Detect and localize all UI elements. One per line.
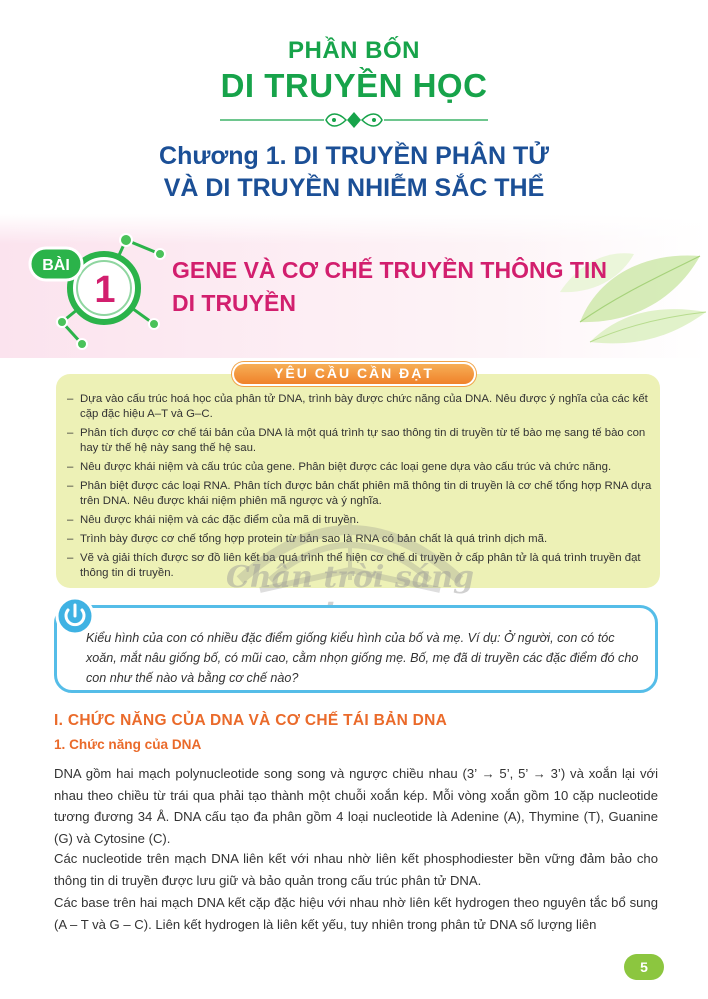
body-paragraph: Các nucleotide trên mạch DNA liên kết với nhau nhờ liên kết phosphodiester bền vững đảm bảo cho thông tin di truyền được lưu giữ và bảo quản trong cấu trúc phân tử DNA.	[54, 851, 658, 888]
requirement-item: – Nêu được khái niệm và cấu trúc của gene. Phân biệt được các loại gene dựa vào cấu trúc và chức năng.	[66, 460, 652, 475]
requirement-item: – Phân biệt được các loại RNA. Phân tích được bản chất phiên mã thông tin di truyền là cơ chế tổng hợp RNA dựa trên DNA. Nêu được khái niệm phiên mã ngược và ý nghĩa.	[66, 479, 652, 509]
lesson-badge-number: 1	[94, 269, 116, 311]
requirement-item: – Trình bày được cơ chế tổng hợp protein từ bản sao là RNA có bản chất là quá trình dịch mã.	[66, 532, 652, 547]
requirements-heading: YÊU CẦU CẦN ĐẠT	[274, 365, 434, 381]
chapter-title-line-1: Chương 1. DI TRUYỀN PHÂN TỬ	[159, 142, 549, 170]
lesson-title-line-1: GENE VÀ CƠ CHẾ TRUYỀN THÔNG TIN	[172, 257, 607, 283]
lesson-badge-label: BÀI	[42, 257, 70, 274]
lesson-title	[172, 254, 607, 320]
section-title: I. CHỨC NĂNG CỦA DNA VÀ CƠ CHẾ TÁI BẢN DNA	[54, 712, 448, 729]
lesson-badge-molecule-icon	[22, 218, 182, 358]
subsection-title: 1. Chức năng của DNA	[54, 737, 202, 752]
body-paragraph: Các base trên hai mạch DNA kết cặp đặc hiệu với nhau nhờ liên kết hydrogen theo nguyên tắc bổ sung (A – T và G – C). Liên kết hydrogen là liên kết yếu, tuy nhiên trong phân tử DNA số lượng liên	[54, 895, 658, 932]
watermark-text: Chân trời sáng	[225, 560, 474, 595]
requirement-item: – Dựa vào cấu trúc hoá học của phân tử DNA, trình bày được chức năng của DNA. Nêu được ý nghĩa của các kết cặp đặc hiệu A–T và G–C.	[66, 392, 652, 422]
requirement-item: – Nêu được khái niệm và các đặc điểm của mã di truyền.	[66, 513, 652, 528]
requirement-item: – Phân tích được cơ chế tái bản của DNA là một quá trình tự sao thông tin di truyền từ tế bào mẹ sang tế bào con hay từ thế hệ này sang thế hệ sau.	[66, 426, 652, 456]
ornament-divider-icon	[220, 108, 488, 132]
lesson-title-line-2: DI TRUYỀN	[172, 290, 296, 316]
requirement-item: – Vẽ và giải thích được sơ đồ liên kết ba quá trình thể hiện cơ chế di truyền ở cấp phân tử là quá trình truyền đạt thông tin di truyền.	[66, 551, 652, 581]
chapter-title-line-2: VÀ DI TRUYỀN NHIỄM SẮC THỂ	[163, 174, 545, 202]
starter-question-text: Kiểu hình của con có nhiều đặc điểm giống kiểu hình của bố và mẹ. Ví dụ: Ở người, con có tóc xoăn, mắt nâu giống bố, có mũi cao, cằm nhọn giống mẹ. Bố, mẹ đã di truyền các đặc điểm đó cho con như thế nào và bằng cơ chế nào?	[86, 631, 639, 685]
body-paragraph: DNA gồm hai mạch polynucleotide song song và ngược chiều nhau (3’ → 5’, 5’ → 3’) và xoắn lại với nhau theo chiều từ trái qua phải tạo thành một chuỗi xoắn kép. Mỗi vòng xoắn gồm 10 cặp nucleotide tương đương 34 Å. DNA cấu tạo đa phân gồm 4 loại nucleotide là Adenine (A), Thymine (T), Guanine (G) và Cytosine (C).	[54, 766, 658, 846]
part-title: DI TRUYỀN HỌC	[220, 67, 488, 104]
part-label: PHẦN BỐN	[287, 37, 420, 64]
page-number: 5	[624, 954, 664, 980]
chapter-title	[0, 140, 708, 204]
